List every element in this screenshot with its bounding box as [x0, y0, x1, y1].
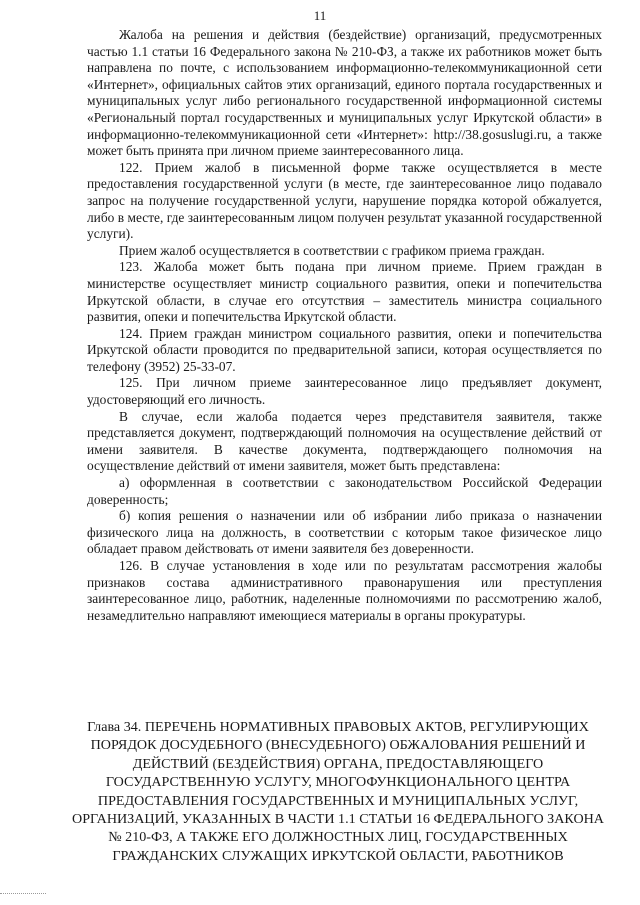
- document-body: [87, 27, 602, 624]
- paragraph-122-written-complaints: 122. Прием жалоб в письменной форме также осуществляется в месте предоставления государственной услуги (в месте, где заинтересованное лицо подавало запрос на получение государственной услуги, нарушение порядка которой обжалуется, либо в месте, где заинтересованным лицом получен результат указанной государственной услуги).: [87, 159, 602, 242]
- footer-dotted-line: [0, 893, 46, 894]
- page-number: 11: [313, 8, 327, 23]
- paragraph-representative-authority: В случае, если жалоба подается через представителя заявителя, также представляется документ, подтверждающий полномочия на осуществление действий от имени заявителя. В качестве документа, подтверждающего полномочия на осуществление действий от имени заявителя, может быть представлена:: [87, 408, 602, 474]
- paragraph-123-personal-reception: 123. Жалоба может быть подана при личном приеме. Прием граждан в министерстве осуществляет министр социального развития, опеки и попечительства Иркутской области, в случае его отсутствия – заместитель министра социального развития, опеки и попечительства Иркутской области.: [87, 259, 602, 325]
- paragraph-126-prosecution-referral: 126. В случае установления в ходе или по результатам рассмотрения жалобы признаков состава административного правонарушения или преступления заинтересованное лицо, работник, наделенные полномочиями по рассмотрению жалоб, незамедлительно направляют имеющиеся материалы в органы прокуратуры.: [87, 558, 602, 623]
- paragraph-reception-schedule: Прием жалоб осуществляется в соответствии с графиком приема граждан.: [119, 242, 545, 258]
- chapter-heading: Глава 34. ПЕРЕЧЕНЬ НОРМАТИВНЫХ ПРАВОВЫХ АКТОВ, РЕГУЛИРУЮЩИХ ПОРЯДОК ДОСУДЕБНОГО (ВНЕСУДЕБНОГО) ОБЖАЛОВАНИЯ РЕШЕНИЙ И ДЕЙСТВИЙ (БЕЗДЕЙСТВИЯ) ОРГАНА, ПРЕДОСТАВЛЯЮЩЕГО ГОСУДАРСТВЕННУЮ УСЛУГУ, МНОГОФУНКЦИОНАЛЬНОГО ЦЕНТРА ПРЕДОСТАВЛЕНИЯ ГОСУДАРСТВЕННЫХ И МУНИЦИПАЛЬНЫХ УСЛУГ, ОРГАНИЗАЦИЙ, УКАЗАННЫХ В ЧАСТИ 1.1 СТАТЬИ 16 ФЕДЕРАЛЬНОГО ЗАКОНА № 210-ФЗ, А ТАКЖЕ ЕГО ДОЛЖНОСТНЫХ ЛИЦ, ГОСУДАРСТВЕННЫХ ГРАЖДАНСКИХ СЛУЖАЩИХ ИРКУТСКОЙ ОБЛАСТИ, РАБОТНИКОВ: [72, 719, 604, 864]
- paragraph-complaint-organizations: Жалоба на решения и действия (бездействие) организаций, предусмотренных частью 1.1 статьи 16 Федерального закона № 210-ФЗ, а также их работников может быть направлена по почте, с использованием информационно-телекоммуникационной сети «Интернет», официальных сайтов этих организаций, единого портала государственных и муниципальных услуг либо регионального государственной информационной системы «Региональный портал государственных и муниципальных услуг Иркутской области» в информационно-телекоммуникационной сети «Интернет»: http://38.gosuslugi.ru, а также может быть принята при личном приеме заинтересованного лица.: [87, 27, 602, 159]
- paragraph-125-identity-document: 125. При личном приеме заинтересованное лицо предъявляет документ, удостоверяющий его личность.: [87, 375, 602, 408]
- paragraph-item-b-appointment-decision: б) копия решения о назначении или об избрании либо приказа о назначении физического лица на должность, в соответствии с которым такое физическое лицо обладает правом действовать от имени заявителя без доверенности.: [87, 508, 602, 557]
- paragraph-124-appointment-phone: 124. Прием граждан министром социального развития, опеки и попечительства Иркутской области проводится по предварительной записи, которая осуществляется по телефону (3952) 25-33-07.: [87, 325, 602, 374]
- paragraph-item-a-power-of-attorney: а) оформленная в соответствии с законодательством Российской Федерации доверенность;: [87, 475, 602, 507]
